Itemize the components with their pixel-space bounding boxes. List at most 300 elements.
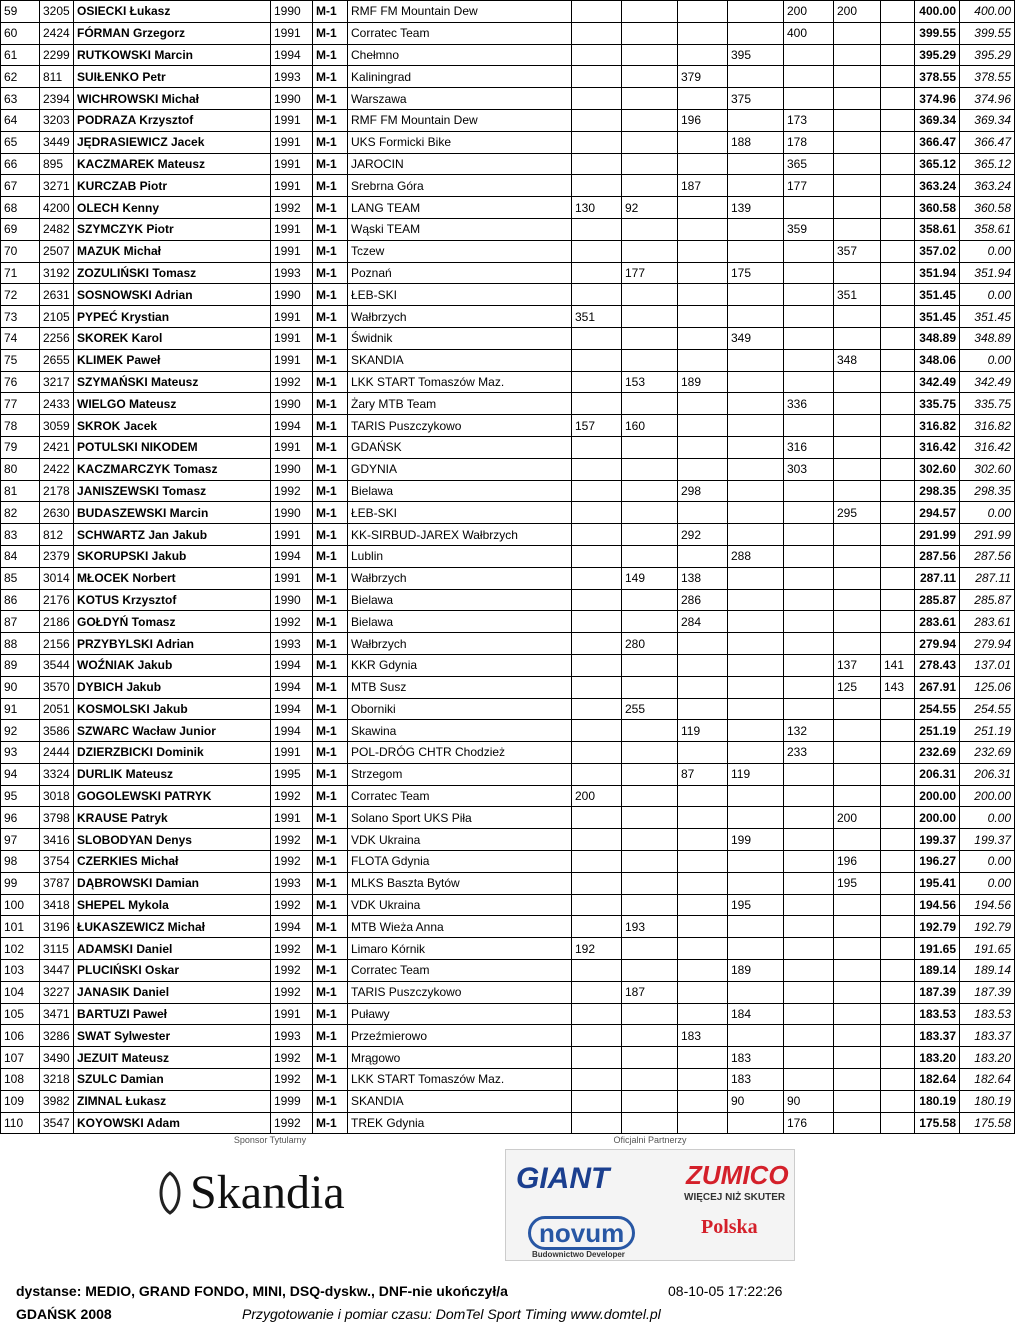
race-1-cell [572, 1069, 622, 1091]
race-4-cell [728, 393, 784, 415]
race-3-cell [678, 742, 728, 764]
race-6-cell [834, 44, 881, 66]
race-5-cell [784, 1047, 834, 1069]
race-1-cell [572, 436, 622, 458]
result-row [1, 1069, 1015, 1091]
category-cell: M-1 [313, 763, 348, 785]
result-row [1, 807, 1015, 829]
race-5-cell: 90 [784, 1090, 834, 1112]
race-1-cell [572, 829, 622, 851]
race-6-cell: 196 [834, 851, 881, 873]
category-cell: M-1 [313, 415, 348, 437]
club-cell: Poznań [348, 262, 572, 284]
club-cell: RMF FM Mountain Dew [348, 109, 572, 131]
race-4-cell [728, 153, 784, 175]
race-7-cell [881, 872, 915, 894]
race-1-cell [572, 458, 622, 480]
race-7-cell [881, 1003, 915, 1025]
race-1-cell [572, 589, 622, 611]
race-7-cell [881, 1112, 915, 1134]
race-5-cell [784, 981, 834, 1003]
total-points-cell: 196.27 [915, 851, 960, 873]
bib-cell: 2379 [40, 545, 74, 567]
category-cell: M-1 [313, 524, 348, 546]
club-cell: UKS Formicki Bike [348, 131, 572, 153]
club-cell: Bielawa [348, 611, 572, 633]
final-points-cell: 191.65 [960, 938, 1015, 960]
club-cell: ŁEB-SKI [348, 502, 572, 524]
race-2-cell: 177 [622, 262, 678, 284]
final-points-cell: 0.00 [960, 240, 1015, 262]
race-5-cell [784, 44, 834, 66]
final-points-cell: 287.56 [960, 545, 1015, 567]
race-4-cell [728, 371, 784, 393]
category-cell: M-1 [313, 22, 348, 44]
race-2-cell [622, 872, 678, 894]
birth-year-cell: 1992 [271, 1112, 313, 1134]
race-4-cell [728, 109, 784, 131]
race-1-cell: 157 [572, 415, 622, 437]
total-points-cell: 395.29 [915, 44, 960, 66]
rider-name-cell: POTULSKI NIKODEM [74, 436, 271, 458]
birth-year-cell: 1994 [271, 44, 313, 66]
race-6-cell [834, 480, 881, 502]
race-4-cell [728, 698, 784, 720]
race-7-cell [881, 763, 915, 785]
club-cell: SKANDIA [348, 1090, 572, 1112]
total-points-cell: 206.31 [915, 763, 960, 785]
club-cell: Kaliningrad [348, 66, 572, 88]
race-1-cell [572, 981, 622, 1003]
bib-cell: 2433 [40, 393, 74, 415]
birth-year-cell: 1991 [271, 1003, 313, 1025]
race-3-cell [678, 436, 728, 458]
category-cell: M-1 [313, 1090, 348, 1112]
category-cell: M-1 [313, 371, 348, 393]
result-row [1, 1025, 1015, 1047]
race-4-cell [728, 218, 784, 240]
category-cell: M-1 [313, 197, 348, 219]
race-3-cell [678, 654, 728, 676]
race-4-cell [728, 742, 784, 764]
bib-cell: 2178 [40, 480, 74, 502]
result-row [1, 88, 1015, 110]
total-points-cell: 378.55 [915, 66, 960, 88]
place-cell: 82 [1, 502, 40, 524]
club-cell: Lublin [348, 545, 572, 567]
bib-cell: 3227 [40, 981, 74, 1003]
race-6-cell: 357 [834, 240, 881, 262]
race-7-cell [881, 1025, 915, 1047]
result-row [1, 153, 1015, 175]
race-5-cell [784, 1003, 834, 1025]
race-5-cell [784, 371, 834, 393]
rider-name-cell: WIELGO Mateusz [74, 393, 271, 415]
partners-caption: Oficjalni Partnerzy [613, 1135, 687, 1145]
club-cell: Wałbrzych [348, 633, 572, 655]
race-1-cell [572, 524, 622, 546]
club-cell: Wałbrzych [348, 567, 572, 589]
zumico-tagline: WIĘCEJ NIŻ SKUTER [684, 1192, 786, 1203]
birth-year-cell: 1991 [271, 742, 313, 764]
club-cell: Limaro Kórnik [348, 938, 572, 960]
result-row [1, 785, 1015, 807]
race-2-cell [622, 960, 678, 982]
final-points-cell: 285.87 [960, 589, 1015, 611]
race-3-cell [678, 545, 728, 567]
race-3-cell [678, 851, 728, 873]
place-cell: 70 [1, 240, 40, 262]
place-cell: 107 [1, 1047, 40, 1069]
final-points-cell: 316.42 [960, 436, 1015, 458]
total-points-cell: 192.79 [915, 916, 960, 938]
race-3-cell [678, 153, 728, 175]
race-5-cell [784, 938, 834, 960]
category-cell: M-1 [313, 872, 348, 894]
place-cell: 68 [1, 197, 40, 219]
race-2-cell [622, 807, 678, 829]
race-7-cell [881, 742, 915, 764]
place-cell: 83 [1, 524, 40, 546]
result-row [1, 44, 1015, 66]
race-4-cell: 375 [728, 88, 784, 110]
race-7-cell [881, 371, 915, 393]
race-1-cell [572, 371, 622, 393]
race-1-cell [572, 807, 622, 829]
club-cell: FLOTA Gdynia [348, 851, 572, 873]
race-7-cell [881, 66, 915, 88]
total-points-cell: 365.12 [915, 153, 960, 175]
race-4-cell [728, 524, 784, 546]
race-4-cell: 90 [728, 1090, 784, 1112]
race-5-cell [784, 763, 834, 785]
result-row [1, 197, 1015, 219]
place-cell: 93 [1, 742, 40, 764]
place-cell: 108 [1, 1069, 40, 1091]
race-3-cell [678, 218, 728, 240]
race-7-cell [881, 393, 915, 415]
bib-cell: 3490 [40, 1047, 74, 1069]
race-5-cell [784, 240, 834, 262]
race-6-cell [834, 633, 881, 655]
race-7-cell [881, 720, 915, 742]
race-1-cell: 192 [572, 938, 622, 960]
final-points-cell: 374.96 [960, 88, 1015, 110]
total-points-cell: 374.96 [915, 88, 960, 110]
race-3-cell: 292 [678, 524, 728, 546]
bib-cell: 3271 [40, 175, 74, 197]
race-3-cell [678, 960, 728, 982]
race-1-cell: 200 [572, 785, 622, 807]
club-cell: JAROCIN [348, 153, 572, 175]
race-3-cell [678, 785, 728, 807]
rider-name-cell: KRAUSE Patryk [74, 807, 271, 829]
race-3-cell: 379 [678, 66, 728, 88]
place-cell: 64 [1, 109, 40, 131]
race-2-cell [622, 763, 678, 785]
birth-year-cell: 1991 [271, 807, 313, 829]
result-row [1, 654, 1015, 676]
place-cell: 72 [1, 284, 40, 306]
category-cell: M-1 [313, 66, 348, 88]
result-row [1, 66, 1015, 88]
category-cell: M-1 [313, 1112, 348, 1134]
category-cell: M-1 [313, 175, 348, 197]
race-2-cell [622, 88, 678, 110]
birth-year-cell: 1992 [271, 480, 313, 502]
bib-cell: 3218 [40, 1069, 74, 1091]
rider-name-cell: GOGOLEWSKI PATRYK [74, 785, 271, 807]
birth-year-cell: 1992 [271, 894, 313, 916]
partners-area [505, 1135, 795, 1270]
club-cell: Żary MTB Team [348, 393, 572, 415]
race-7-cell [881, 502, 915, 524]
total-points-cell: 291.99 [915, 524, 960, 546]
final-points-cell: 251.19 [960, 720, 1015, 742]
club-cell: KK-SIRBUD-JAREX Wałbrzych [348, 524, 572, 546]
race-4-cell [728, 306, 784, 328]
final-points-cell: 206.31 [960, 763, 1015, 785]
final-points-cell: 199.37 [960, 829, 1015, 851]
race-6-cell: 295 [834, 502, 881, 524]
result-row [1, 720, 1015, 742]
race-6-cell [834, 131, 881, 153]
bib-cell: 3217 [40, 371, 74, 393]
bib-cell: 3196 [40, 916, 74, 938]
bib-cell: 895 [40, 153, 74, 175]
race-4-cell: 288 [728, 545, 784, 567]
race-2-cell [622, 1112, 678, 1134]
bib-cell: 3192 [40, 262, 74, 284]
rider-name-cell: FÓRMAN Grzegorz [74, 22, 271, 44]
race-6-cell [834, 306, 881, 328]
rider-name-cell: SZYMAŃSKI Mateusz [74, 371, 271, 393]
race-2-cell [622, 829, 678, 851]
race-6-cell: 200 [834, 807, 881, 829]
race-1-cell [572, 1047, 622, 1069]
place-cell: 105 [1, 1003, 40, 1025]
race-5-cell: 177 [784, 175, 834, 197]
bib-cell: 2186 [40, 611, 74, 633]
race-1-cell [572, 88, 622, 110]
race-2-cell [622, 131, 678, 153]
race-2-cell [622, 589, 678, 611]
race-1-cell [572, 720, 622, 742]
birth-year-cell: 1991 [271, 349, 313, 371]
race-4-cell [728, 502, 784, 524]
footer-city: GDAŃSK 2008 [16, 1306, 112, 1322]
footer-datetime: 08-10-05 17:22:26 [668, 1283, 783, 1299]
race-1-cell [572, 66, 622, 88]
place-cell: 74 [1, 327, 40, 349]
race-4-cell [728, 633, 784, 655]
final-points-cell: 175.58 [960, 1112, 1015, 1134]
birth-year-cell: 1999 [271, 1090, 313, 1112]
place-cell: 73 [1, 306, 40, 328]
race-1-cell [572, 44, 622, 66]
category-cell: M-1 [313, 1025, 348, 1047]
final-points-cell: 283.61 [960, 611, 1015, 633]
result-row [1, 916, 1015, 938]
birth-year-cell: 1990 [271, 458, 313, 480]
race-2-cell [622, 66, 678, 88]
race-6-cell: 200 [834, 1, 881, 23]
race-6-cell: 137 [834, 654, 881, 676]
race-3-cell [678, 88, 728, 110]
birth-year-cell: 1992 [271, 829, 313, 851]
rider-name-cell: KOTUS Krzysztof [74, 589, 271, 611]
result-row [1, 742, 1015, 764]
place-cell: 109 [1, 1090, 40, 1112]
race-5-cell: 233 [784, 742, 834, 764]
category-cell: M-1 [313, 829, 348, 851]
race-7-cell [881, 1, 915, 23]
race-4-cell: 188 [728, 131, 784, 153]
result-row [1, 1047, 1015, 1069]
race-5-cell [784, 611, 834, 633]
birth-year-cell: 1992 [271, 981, 313, 1003]
race-6-cell [834, 327, 881, 349]
final-points-cell: 351.45 [960, 306, 1015, 328]
final-points-cell: 0.00 [960, 872, 1015, 894]
place-cell: 65 [1, 131, 40, 153]
result-row [1, 131, 1015, 153]
club-cell: Puławy [348, 1003, 572, 1025]
club-cell: Oborniki [348, 698, 572, 720]
bib-cell: 2631 [40, 284, 74, 306]
race-4-cell [728, 981, 784, 1003]
race-6-cell [834, 88, 881, 110]
rider-name-cell: JANASIK Daniel [74, 981, 271, 1003]
result-row [1, 938, 1015, 960]
rider-name-cell: SHEPEL Mykola [74, 894, 271, 916]
result-row [1, 894, 1015, 916]
place-cell: 106 [1, 1025, 40, 1047]
race-7-cell [881, 589, 915, 611]
club-cell: Przeźmierowo [348, 1025, 572, 1047]
footer-credit: Przygotowanie i pomiar czasu: DomTel Sport Timing www.domtel.pl [242, 1306, 661, 1322]
giant-logo: GIANT [516, 1162, 610, 1195]
race-5-cell [784, 894, 834, 916]
bib-cell: 3586 [40, 720, 74, 742]
total-points-cell: 335.75 [915, 393, 960, 415]
rider-name-cell: WOŹNIAK Jakub [74, 654, 271, 676]
race-6-cell [834, 1090, 881, 1112]
result-row [1, 960, 1015, 982]
rider-name-cell: SKORUPSKI Jakub [74, 545, 271, 567]
result-row [1, 676, 1015, 698]
title-sponsor-area [150, 1135, 390, 1270]
total-points-cell: 175.58 [915, 1112, 960, 1134]
club-cell: Solano Sport UKS Piła [348, 807, 572, 829]
race-2-cell [622, 458, 678, 480]
race-3-cell [678, 981, 728, 1003]
birth-year-cell: 1990 [271, 589, 313, 611]
place-cell: 110 [1, 1112, 40, 1134]
birth-year-cell: 1993 [271, 633, 313, 655]
birth-year-cell: 1992 [271, 371, 313, 393]
birth-year-cell: 1992 [271, 611, 313, 633]
race-3-cell [678, 197, 728, 219]
race-5-cell [784, 197, 834, 219]
total-points-cell: 298.35 [915, 480, 960, 502]
total-points-cell: 279.94 [915, 633, 960, 655]
place-cell: 98 [1, 851, 40, 873]
race-1-cell [572, 327, 622, 349]
race-6-cell [834, 66, 881, 88]
category-cell: M-1 [313, 851, 348, 873]
place-cell: 61 [1, 44, 40, 66]
total-points-cell: 187.39 [915, 981, 960, 1003]
polska-logo: Polska [701, 1216, 758, 1238]
rider-name-cell: BUDASZEWSKI Marcin [74, 502, 271, 524]
race-7-cell [881, 807, 915, 829]
result-row [1, 1112, 1015, 1134]
club-cell: Wałbrzych [348, 306, 572, 328]
rider-name-cell: SZYMCZYK Piotr [74, 218, 271, 240]
bib-cell: 2482 [40, 218, 74, 240]
bib-cell: 3471 [40, 1003, 74, 1025]
race-3-cell [678, 22, 728, 44]
club-cell: MTB Susz [348, 676, 572, 698]
birth-year-cell: 1992 [271, 1047, 313, 1069]
bib-cell: 2507 [40, 240, 74, 262]
club-cell: TREK Gdynia [348, 1112, 572, 1134]
club-cell: RMF FM Mountain Dew [348, 1, 572, 23]
race-5-cell: 359 [784, 218, 834, 240]
race-3-cell [678, 415, 728, 437]
result-row [1, 851, 1015, 873]
result-row [1, 22, 1015, 44]
total-points-cell: 348.06 [915, 349, 960, 371]
birth-year-cell: 1991 [271, 327, 313, 349]
category-cell: M-1 [313, 916, 348, 938]
race-2-cell [622, 1, 678, 23]
race-2-cell [622, 785, 678, 807]
rider-name-cell: ŁUKASZEWICZ Michał [74, 916, 271, 938]
club-cell: Chełmno [348, 44, 572, 66]
race-6-cell [834, 981, 881, 1003]
race-6-cell [834, 197, 881, 219]
final-points-cell: 369.34 [960, 109, 1015, 131]
race-7-cell [881, 436, 915, 458]
race-2-cell [622, 894, 678, 916]
final-points-cell: 183.37 [960, 1025, 1015, 1047]
race-3-cell [678, 894, 728, 916]
total-points-cell: 191.65 [915, 938, 960, 960]
category-cell: M-1 [313, 545, 348, 567]
race-7-cell [881, 88, 915, 110]
place-cell: 66 [1, 153, 40, 175]
race-3-cell [678, 349, 728, 371]
birth-year-cell: 1992 [271, 851, 313, 873]
race-2-cell [622, 436, 678, 458]
club-cell: Warszawa [348, 88, 572, 110]
race-1-cell [572, 240, 622, 262]
bib-cell: 2655 [40, 349, 74, 371]
final-points-cell: 400.00 [960, 1, 1015, 23]
club-cell: Corratec Team [348, 22, 572, 44]
partners-logo-box [505, 1149, 795, 1261]
rider-name-cell: ADAMSKI Daniel [74, 938, 271, 960]
final-points-cell: 0.00 [960, 807, 1015, 829]
result-row [1, 458, 1015, 480]
result-row [1, 545, 1015, 567]
race-1-cell [572, 502, 622, 524]
birth-year-cell: 1991 [271, 567, 313, 589]
total-points-cell: 316.42 [915, 436, 960, 458]
bib-cell: 3449 [40, 131, 74, 153]
